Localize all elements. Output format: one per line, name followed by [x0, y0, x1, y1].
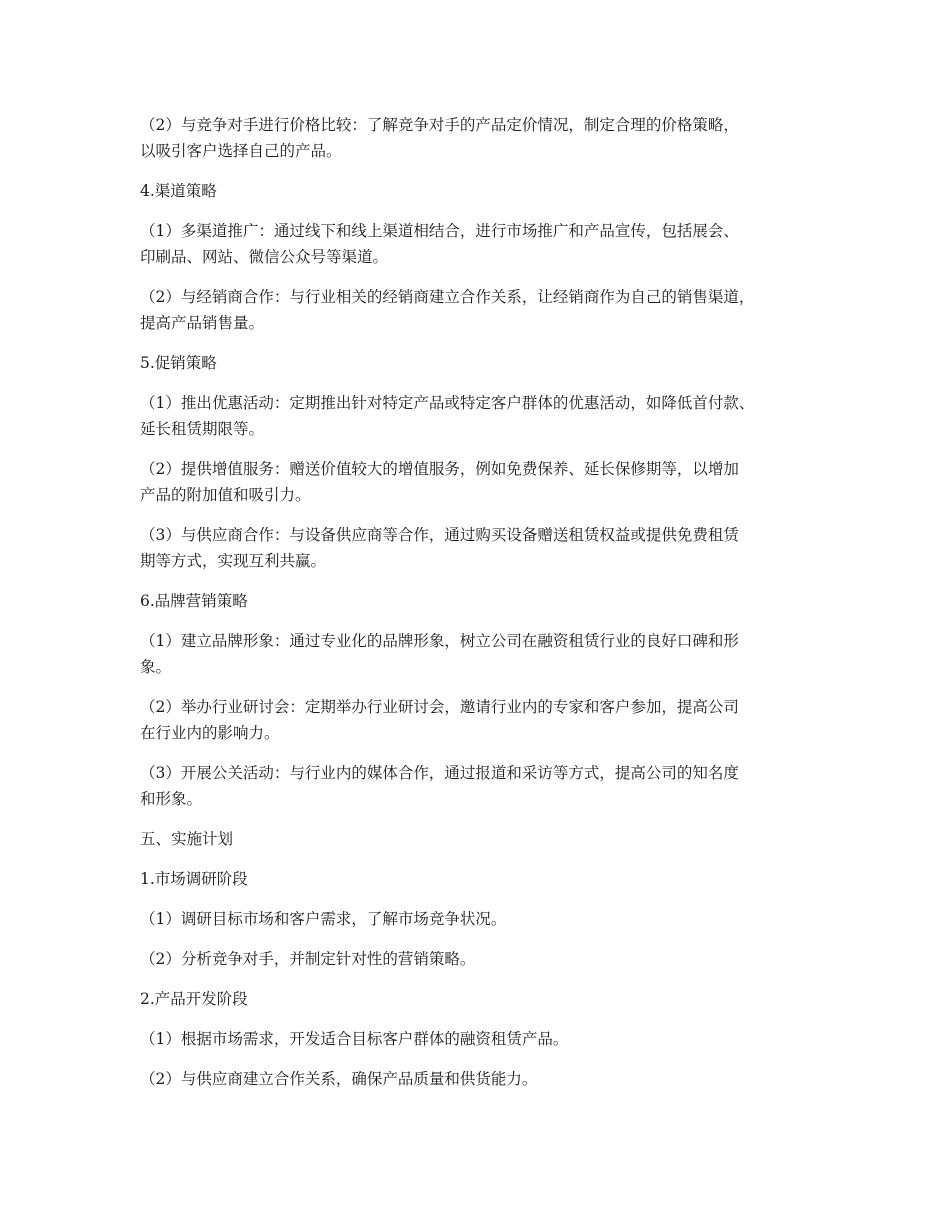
paragraph-multichannel [140, 218, 840, 270]
paragraph-line: （2）分析竞争对手，并制定针对性的营销策略。 [140, 950, 476, 968]
paragraph-line: （2）与竞争对手进行价格比较：了解竞争对手的产品定价情况，制定合理的价格策略， [140, 116, 739, 134]
document-body [140, 112, 840, 1106]
paragraph-line: 象。 [140, 658, 172, 676]
paragraph-research-target-market [140, 906, 840, 932]
paragraph-line: 和形象。 [140, 790, 203, 808]
paragraph-line: （1）调研目标市场和客户需求，了解市场竞争状况。 [140, 910, 507, 928]
heading-channel-strategy: 4.渠道策略 [140, 182, 217, 200]
paragraph-line: （2）举办行业研讨会：定期举办行业研讨会，邀请行业内的专家和客户参加，提高公司 [140, 698, 739, 716]
heading-implementation-plan: 五、实施计划 [140, 830, 234, 848]
paragraph-brand-image [140, 628, 840, 680]
paragraph-line: 期等方式，实现互利共赢。 [140, 552, 327, 570]
paragraph-industry-seminar [140, 694, 840, 746]
paragraph-discount-activities [140, 390, 840, 442]
paragraph-line: （3）与供应商合作：与设备供应商等合作，通过购买设备赠送租赁权益或提供免费租赁 [140, 526, 739, 544]
paragraph-supplier-cooperation [140, 522, 840, 574]
paragraph-line: （2）与经销商合作：与行业相关的经销商建立合作关系，让经销商作为自己的销售渠道， [140, 288, 755, 306]
paragraph-line: （2）与供应商建立合作关系，确保产品质量和供货能力。 [140, 1070, 538, 1088]
paragraph-develop-products [140, 1026, 840, 1052]
heading-market-research-phase: 1.市场调研阶段 [140, 870, 248, 888]
paragraph-line: （1）推出优惠活动：定期推出针对特定产品或特定客户群体的优惠活动，如降低首付款、 [140, 394, 755, 412]
paragraph-line: 印刷品、网站、微信公众号等渠道。 [140, 248, 389, 266]
paragraph-line: 产品的附加值和吸引力。 [140, 486, 311, 504]
paragraph-price-comparison [140, 112, 840, 164]
paragraph-line: （3）开展公关活动：与行业内的媒体合作，通过报道和采访等方式，提高公司的知名度 [140, 764, 739, 782]
paragraph-line: 提高产品销售量。 [140, 314, 265, 332]
paragraph-value-added-services [140, 456, 840, 508]
paragraph-line: （1）多渠道推广：通过线下和线上渠道相结合，进行市场推广和产品宣传，包括展会、 [140, 222, 739, 240]
paragraph-line: （1）根据市场需求，开发适合目标客户群体的融资租赁产品。 [140, 1030, 569, 1048]
paragraph-analyze-competitors [140, 946, 840, 972]
paragraph-supplier-relationship [140, 1066, 840, 1092]
paragraph-line: 以吸引客户选择自己的产品。 [140, 142, 342, 160]
paragraph-line: 延长租赁期限等。 [140, 420, 265, 438]
paragraph-line: 在行业内的影响力。 [140, 724, 280, 742]
paragraph-line: （2）提供增值服务：赠送价值较大的增值服务，例如免费保养、延长保修期等，以增加 [140, 460, 739, 478]
paragraph-public-relations [140, 760, 840, 812]
paragraph-dealer-cooperation [140, 284, 840, 336]
heading-brand-marketing: 6.品牌营销策略 [140, 592, 248, 610]
paragraph-line: （1）建立品牌形象：通过专业化的品牌形象，树立公司在融资租赁行业的良好口碑和形 [140, 632, 739, 650]
heading-promotion-strategy: 5.促销策略 [140, 354, 217, 372]
heading-product-development-phase: 2.产品开发阶段 [140, 990, 248, 1008]
